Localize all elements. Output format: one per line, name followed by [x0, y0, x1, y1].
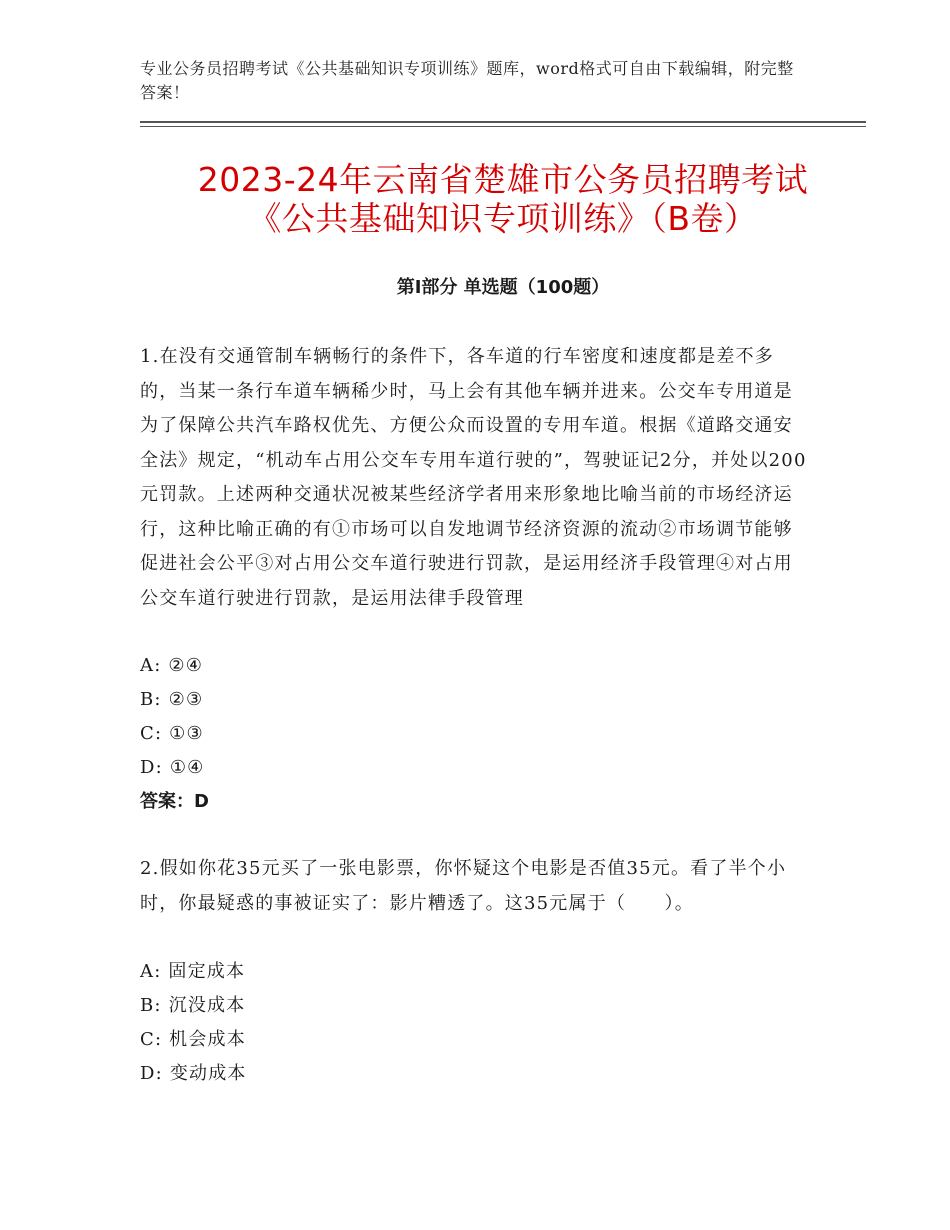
- question-1-stem: 1.在没有交通管制车辆畅行的条件下，各车道的行车密度和速度都是差不多的，当某一条行车道车辆稀少时，马上会有其他车辆并进来。公交车专用道是为了保障公共汽车路权优先、方便公众而设置的专用车道。根据《道路交通安全法》规定，“机动车占用公交车专用车道行驶的”，驾驶证记2分，并处以200元罚款。上述两种交通状况被某些经济学者用来形象地比喻当前的市场经济运行，这种比喻正确的有①市场可以自发地调节经济资源的流动②市场调节能够促进社会公平③对占用公交车道行驶进行罚款，是运用经济手段管理④对占用公交车道行驶进行罚款，是运用法律手段管理: [140, 346, 807, 609]
- document-title-line-1: 2023-24年云南省楚雄市公务员招聘考试: [197, 160, 809, 199]
- question-2-option-c: C: 机会成本: [140, 1029, 246, 1050]
- question-1-option-d: D: ①④: [140, 757, 205, 778]
- question-1-option-b: B: ②③: [140, 689, 204, 710]
- header-divider-thin: [140, 126, 866, 127]
- question-2-option-a: A: 固定成本: [140, 961, 246, 982]
- question-1-option-a: A: ②④: [140, 655, 204, 676]
- question-2-option-b: B: 沉没成本: [140, 995, 246, 1016]
- header-divider: [140, 121, 866, 123]
- question-2-option-d: D: 变动成本: [140, 1063, 247, 1084]
- header-note: 专业公务员招聘考试《公共基础知识专项训练》题库，word格式可自由下载编辑，附完整答案！: [140, 59, 794, 102]
- question-2-stem: 2.假如你花35元买了一张电影票，你怀疑这个电影是否值35元。看了半个小时，你最疑惑的事被证实了：影片糟透了。这35元属于（ ）。: [140, 858, 787, 914]
- section-heading: 第Ⅰ部分 单选题（100题）: [396, 277, 610, 298]
- question-1-answer: 答案：D: [140, 791, 209, 812]
- document-title-line-2: 《公共基础知识专项训练》（B卷）: [248, 199, 758, 238]
- question-1-option-c: C: ①③: [140, 723, 204, 744]
